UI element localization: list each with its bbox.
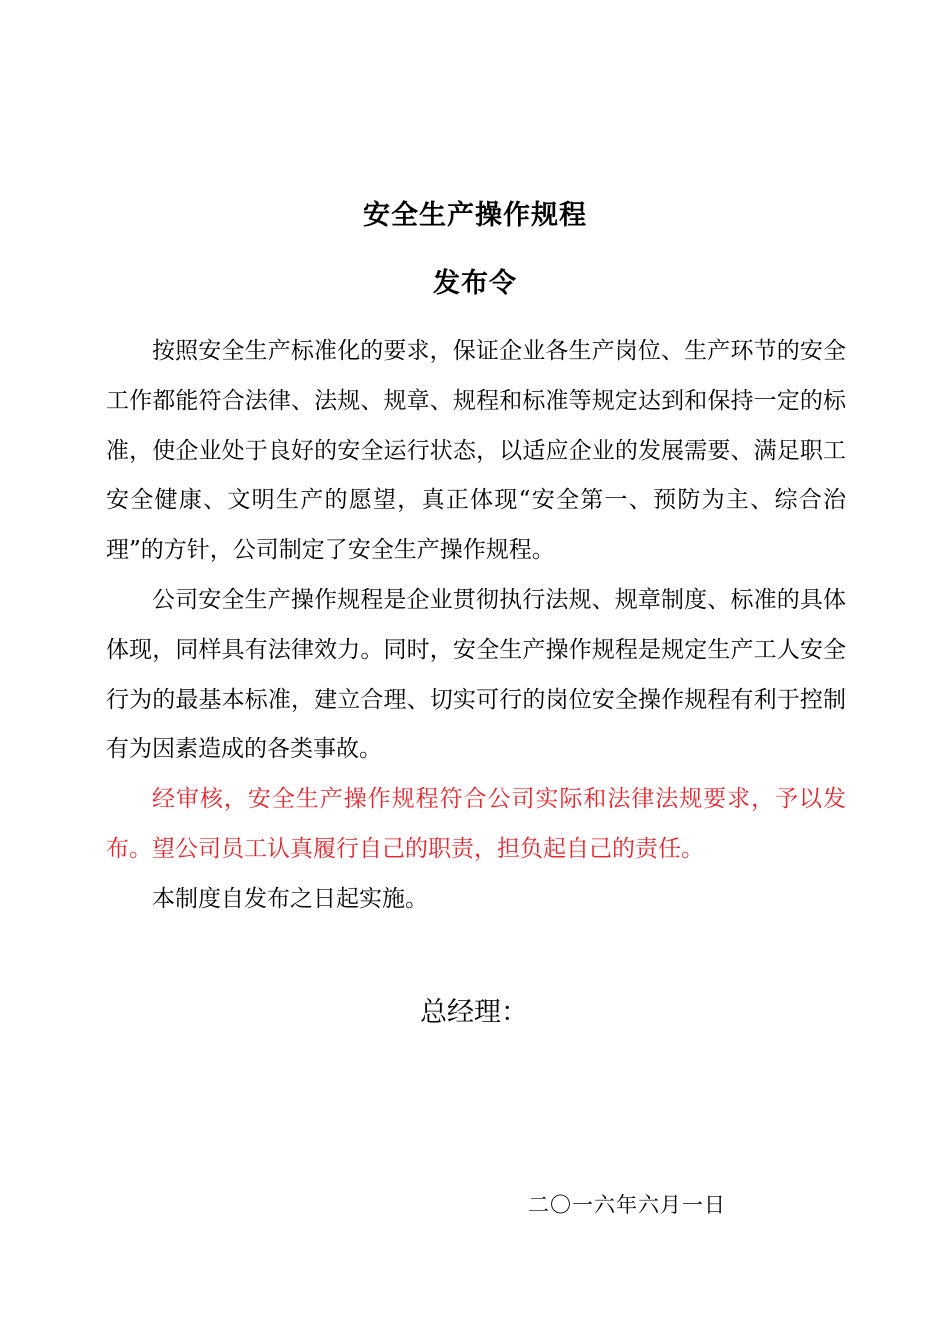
signature-label: 总经理：	[420, 997, 528, 1028]
paragraph-purpose: 按照安全生产标准化的要求，保证企业各生产岗位、生产环节的安全工作都能符合法律、法规、规章、规程和标准等规定达到和保持一定的标准，使企业处于良好的安全运行状态，以适应企业的发展需要、满足职工安全健康、文明生产的愿望，真正体现“安全第一、预防为主、综合治理”的方针，公司制定了安全生产操作规程。	[106, 338, 846, 564]
document-subtitle: 发布令	[433, 268, 517, 299]
issue-date: 二〇一六年六月一日	[528, 1193, 726, 1217]
document-body	[106, 327, 846, 925]
document-title: 安全生产操作规程	[363, 200, 587, 231]
paragraph-effective: 本制度自发布之日起实施。	[152, 885, 428, 912]
paragraph-legal-effect: 公司安全生产操作规程是企业贯彻执行法规、规章制度、标准的具体体现，同样具有法律效力。同时，安全生产操作规程是规定生产工人安全行为的最基本标准，建立合理、切实可行的岗位安全操作规程有利于控制有为因素造成的各类事故。	[106, 586, 846, 763]
paragraph-approval: 经审核，安全生产操作规程符合公司实际和法律法规要求，予以发布。望公司员工认真履行自己的职责，担负起自己的责任。	[106, 786, 846, 862]
